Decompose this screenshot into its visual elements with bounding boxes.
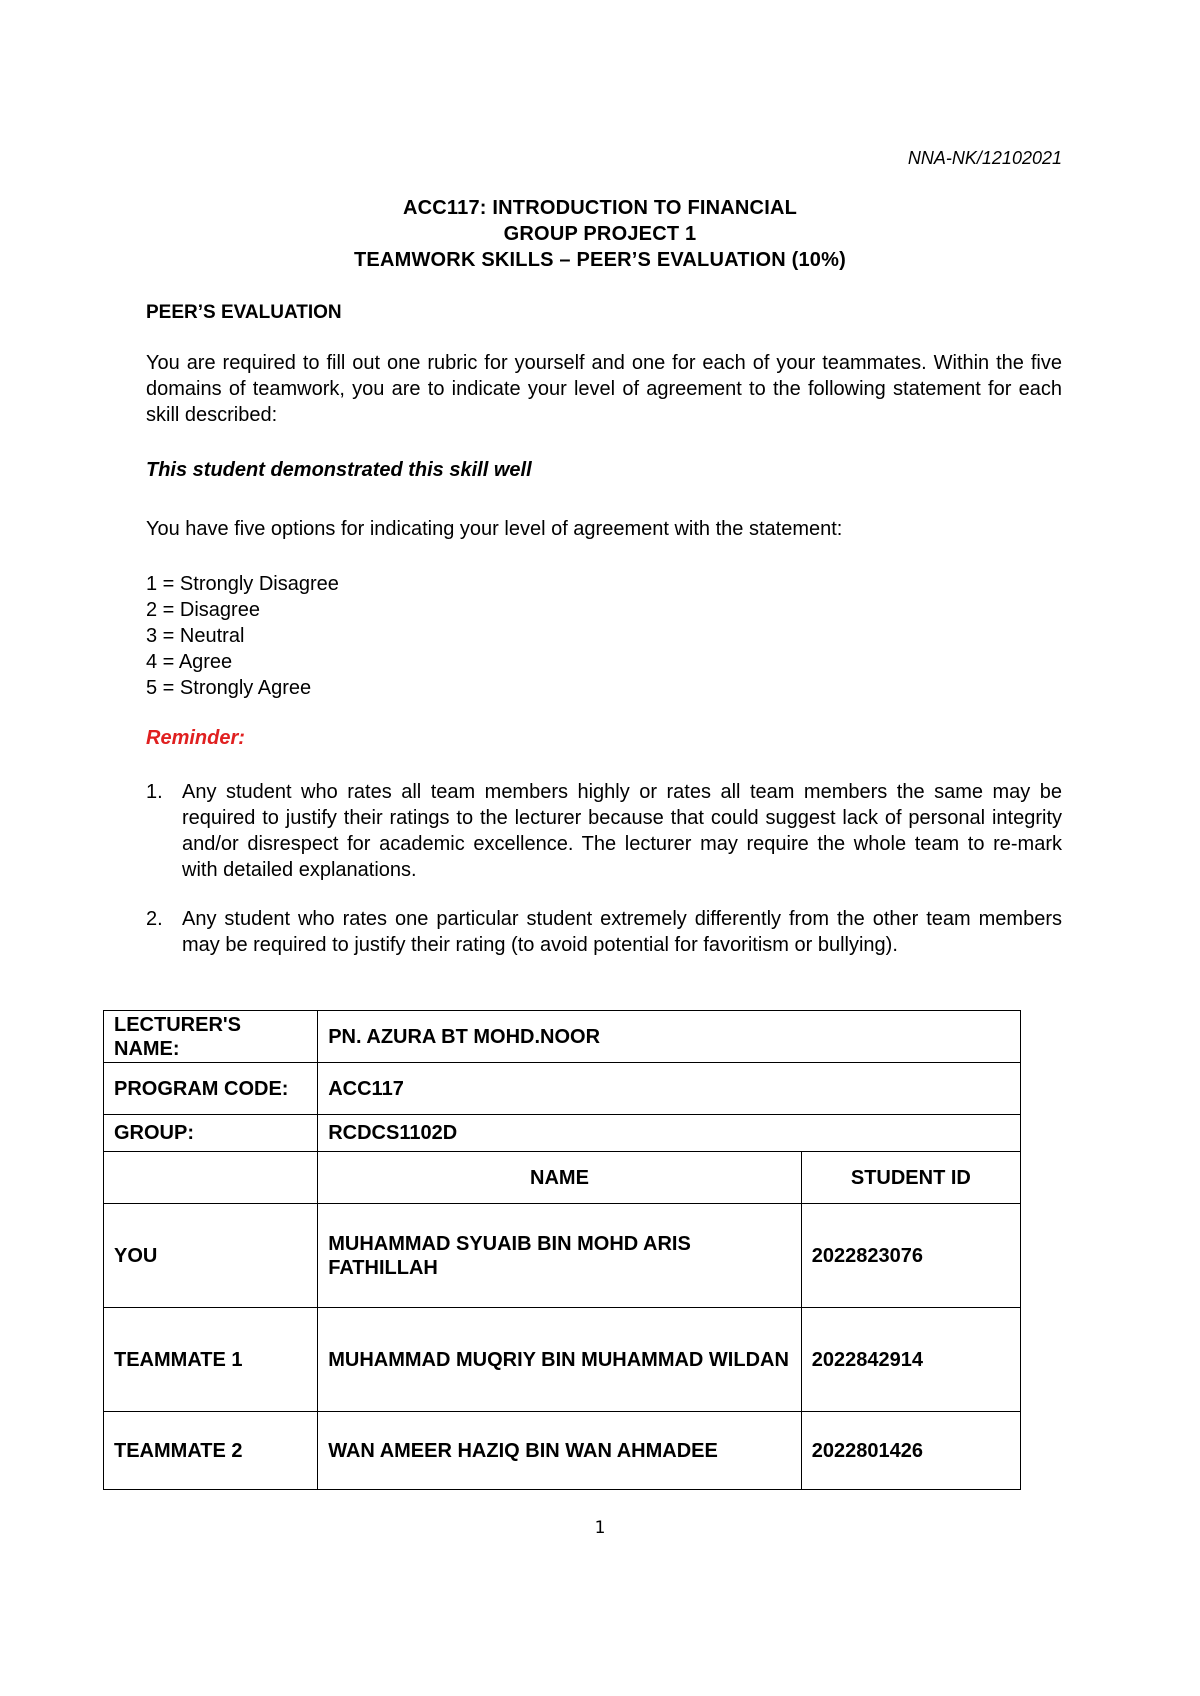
student-id-cell: 2022823076 [801, 1204, 1020, 1308]
role-cell: TEAMMATE 1 [104, 1308, 318, 1412]
scale-item: 2 = Disagree [146, 599, 260, 621]
program-code: ACC117 [318, 1063, 1021, 1115]
table-row [104, 1115, 1021, 1152]
intro-paragraph: You are required to fill out one rubric for yourself and one for each of your teammates. Within the five domains of teamwork, you are to indicate your level of agreement to the following statement for each skill described: [146, 352, 1062, 426]
student-id-cell: 2022801426 [801, 1412, 1020, 1490]
lecturer-label: LECTURER'S NAME: [104, 1011, 318, 1063]
table-row [104, 1204, 1021, 1308]
reminder-item [146, 906, 1062, 958]
scale-item: 1 = Strongly Disagree [146, 573, 339, 595]
reminder-item [146, 779, 1062, 883]
table-row [104, 1412, 1021, 1490]
scale-item: 4 = Agree [146, 651, 233, 673]
table-row [104, 1308, 1021, 1412]
program-code-label: PROGRAM CODE: [104, 1063, 318, 1115]
options-lead: You have five options for indicating your level of agreement with the statement: [146, 518, 843, 540]
column-header-name: NAME [318, 1152, 802, 1204]
document-reference: NNA-NK/12102021 [907, 148, 1062, 168]
lecturer-name: PN. AZURA BT MOHD.NOOR [318, 1011, 1021, 1063]
student-name-cell: WAN AMEER HAZIQ BIN WAN AHMADEE [318, 1412, 802, 1490]
table-header-row [104, 1152, 1021, 1204]
student-id-cell: 2022842914 [801, 1308, 1020, 1412]
evaluation-title: TEAMWORK SKILLS – PEER’S EVALUATION (10%) [354, 249, 846, 271]
scale-item: 5 = Strongly Agree [146, 677, 312, 699]
agreement-scale [146, 571, 339, 701]
empty-header-cell [104, 1152, 318, 1204]
student-name-cell: MUHAMMAD MUQRIY BIN MUHAMMAD WILDAN [318, 1308, 802, 1412]
section-heading: PEER’S EVALUATION [146, 302, 342, 323]
reminder-text: Any student who rates all team members highly or rates all team members the same may be required to justify their ratings to the lecturer because that could suggest lack of personal integrity and/or disrespect for academic excellence. The lecturer may require the whole team to re-mark with detailed explanations. [182, 781, 1062, 881]
reminder-number: 2. [146, 908, 163, 930]
course-title: ACC117: INTRODUCTION TO FINANCIAL [402, 197, 798, 219]
reminder-number: 1. [146, 781, 163, 803]
evaluation-statement: This student demonstrated this skill well [146, 459, 532, 481]
role-cell: YOU [104, 1204, 318, 1308]
student-info-table [103, 1010, 1021, 1490]
reminder-label: Reminder: [146, 727, 245, 749]
project-title: GROUP PROJECT 1 [503, 223, 697, 245]
role-cell: TEAMMATE 2 [104, 1412, 318, 1490]
group-label: GROUP: [104, 1115, 318, 1152]
page-number: 1 [594, 1518, 606, 1538]
student-name-cell: MUHAMMAD SYUAIB BIN MOHD ARIS FATHILLAH [318, 1204, 802, 1308]
scale-item: 3 = Neutral [146, 625, 245, 647]
column-header-student-id: STUDENT ID [801, 1152, 1020, 1204]
group-code: RCDCS1102D [318, 1115, 1021, 1152]
reminder-text: Any student who rates one particular student extremely differently from the other team members may be required to justify their rating (to avoid potential for favoritism or bullying). [182, 908, 1062, 956]
table-row [104, 1063, 1021, 1115]
table-row [104, 1011, 1021, 1063]
